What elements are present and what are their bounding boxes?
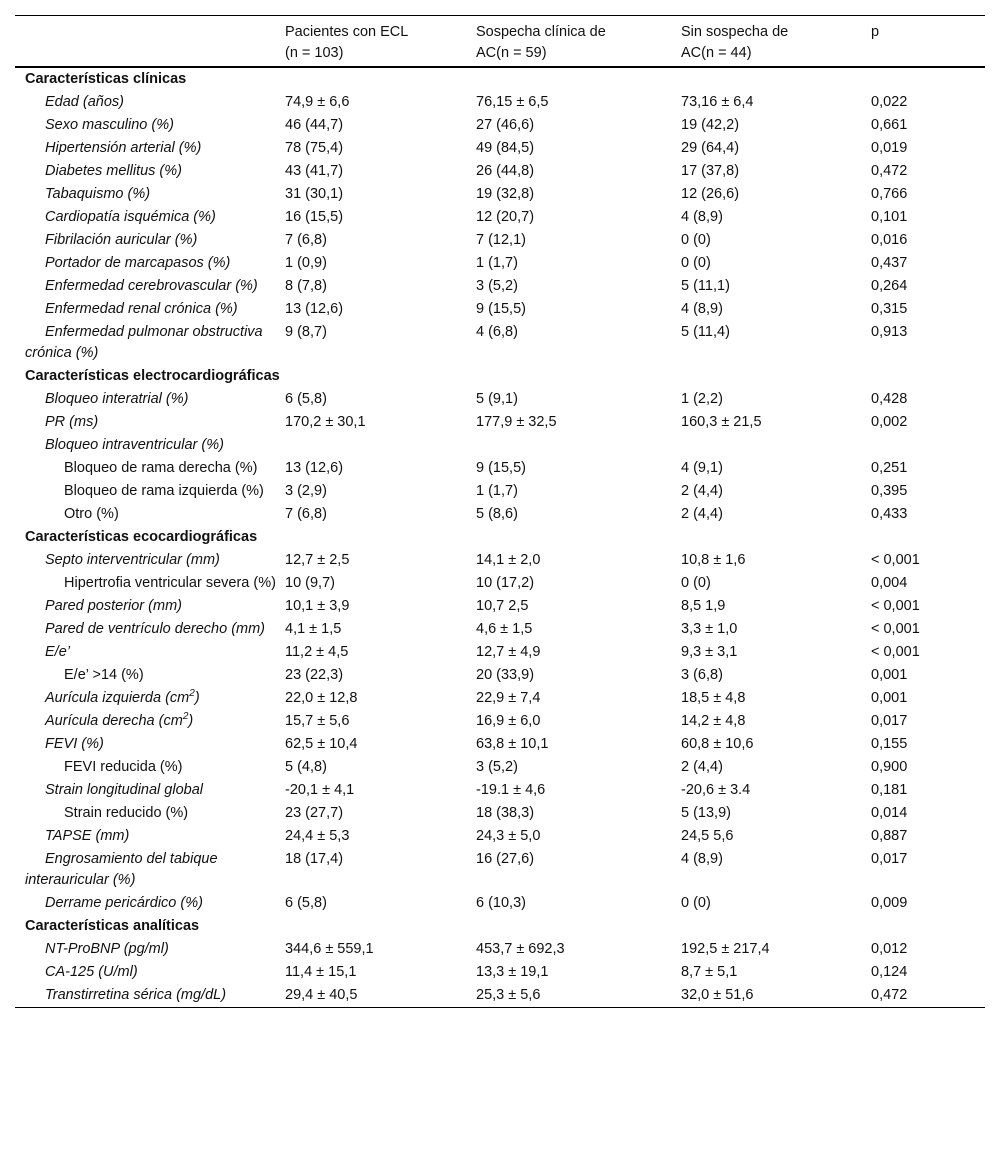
header-text: Pacientes con ECL (n = 103) xyxy=(285,24,409,61)
table-row xyxy=(15,252,985,275)
row-label xyxy=(15,114,285,137)
row-label xyxy=(15,961,285,984)
row-label xyxy=(15,984,285,1008)
p-value-cell: 0,016 xyxy=(871,232,908,248)
value-cell: 12,7 ± 2,5 xyxy=(285,552,350,568)
table-row xyxy=(15,91,985,114)
value-cell: 5 (11,1) xyxy=(681,278,730,294)
row-label-text: Portador de marcapasos (%) xyxy=(45,255,231,271)
row-label xyxy=(15,503,285,526)
row-label-text: E/e’ >14 (%) xyxy=(64,667,144,683)
value-cell: 7 (6,8) xyxy=(285,232,327,248)
value-cell: 10 (9,7) xyxy=(285,575,335,591)
row-label xyxy=(15,710,285,733)
p-value-cell: 0,009 xyxy=(871,895,908,911)
row-label-text: Otro (%) xyxy=(64,506,119,522)
value-cell: 13,3 ± 19,1 xyxy=(476,964,549,980)
row-label-text: Bloqueo intraventricular (%) xyxy=(45,437,224,453)
section-header-row xyxy=(15,67,985,91)
value-cell: 3 (2,9) xyxy=(285,483,327,499)
value-cell: 24,4 ± 5,3 xyxy=(285,828,350,844)
value-cell: 11,2 ± 4,5 xyxy=(285,644,349,660)
p-value-cell: 0,124 xyxy=(871,964,908,980)
row-label-text: Aurícula derecha $(cm^2)$ xyxy=(45,711,194,729)
value-cell: 26 (44,8) xyxy=(476,163,535,179)
section-header-row xyxy=(15,526,985,549)
p-value-cell: 0,019 xyxy=(871,140,908,156)
p-value-cell: 0,012 xyxy=(871,941,908,957)
p-value-cell: 0,433 xyxy=(871,506,908,522)
p-value-cell: 0,004 xyxy=(871,575,908,591)
table-row xyxy=(15,756,985,779)
value-cell: 29 (64,4) xyxy=(681,140,740,156)
row-label xyxy=(15,572,285,595)
value-cell: 43 (41,7) xyxy=(285,163,344,179)
table-row xyxy=(15,892,985,915)
table-row xyxy=(15,687,985,710)
row-label-text: Enfermedad pulmonar obstructiva crónica (%) xyxy=(25,324,263,361)
value-cell: 6 (5,8) xyxy=(285,895,327,911)
row-label xyxy=(15,298,285,321)
table-row xyxy=(15,114,985,137)
section-title: Características clínicas xyxy=(25,71,187,87)
p-value-cell: 0,766 xyxy=(871,186,908,202)
value-cell: 2 (4,4) xyxy=(681,759,723,775)
row-label-text: Aurícula izquierda $(cm^2)$ xyxy=(45,688,200,706)
section-title: Características electrocardiográficas xyxy=(25,368,280,384)
row-label-text: Pared posterior (mm) xyxy=(45,598,182,614)
row-label xyxy=(15,160,285,183)
p-value-cell: 0,472 xyxy=(871,163,908,179)
table-row xyxy=(15,984,985,1008)
value-cell: 7 (12,1) xyxy=(476,232,526,248)
value-cell: 14,2 ± 4,8 xyxy=(681,713,746,729)
value-cell: 78 (75,4) xyxy=(285,140,344,156)
value-cell: 5 (13,9) xyxy=(681,805,731,821)
row-label xyxy=(15,618,285,641)
row-label xyxy=(15,434,285,457)
table-row xyxy=(15,183,985,206)
table-row xyxy=(15,229,985,252)
value-cell: 7 (6,8) xyxy=(285,506,327,522)
row-label xyxy=(15,687,285,710)
row-label-text: FEVI reducida (%) xyxy=(64,759,183,775)
p-value-cell: 0,017 xyxy=(871,713,908,729)
value-cell: 177,9 ± 32,5 xyxy=(476,414,557,430)
value-cell: 10 (17,2) xyxy=(476,575,535,591)
table-row xyxy=(15,618,985,641)
value-cell: 0 (0) xyxy=(681,895,711,911)
value-cell: 16 (15,5) xyxy=(285,209,344,225)
value-cell: 192,5 ± 217,4 xyxy=(681,941,770,957)
header-cell-sin-sospecha-ac xyxy=(681,16,871,68)
row-label xyxy=(15,480,285,503)
value-cell: 20 (33,9) xyxy=(476,667,535,683)
table-body xyxy=(15,67,985,1008)
row-label-text: PR (ms) xyxy=(45,414,99,430)
row-label-text: E/e’ xyxy=(45,644,70,660)
row-label-text: Transtirretina sérica (mg/dL) xyxy=(45,987,227,1003)
value-cell: 8,7 ± 5,1 xyxy=(681,964,738,980)
table-row xyxy=(15,802,985,825)
value-cell: 4 (8,9) xyxy=(681,851,723,867)
value-cell: 8 (7,8) xyxy=(285,278,327,294)
p-value-cell: 0,472 xyxy=(871,987,908,1003)
row-label-text: Strain reducido (%) xyxy=(64,805,189,821)
value-cell: 13 (12,6) xyxy=(285,301,344,317)
row-label xyxy=(15,411,285,434)
row-label-text: Fibrilación auricular (%) xyxy=(45,232,198,248)
value-cell: 10,7 2,5 xyxy=(476,598,529,614)
value-cell: 62,5 ± 10,4 xyxy=(285,736,358,752)
p-value-cell: 0,428 xyxy=(871,391,908,407)
row-label xyxy=(15,91,285,114)
value-cell: 5 (11,4) xyxy=(681,324,730,340)
p-value-cell: 0,002 xyxy=(871,414,908,430)
header-text: Sospecha clínica de AC(n = 59) xyxy=(476,24,606,61)
row-label xyxy=(15,549,285,572)
value-cell: 10,8 ± 1,6 xyxy=(681,552,746,568)
value-cell: 1 (0,9) xyxy=(285,255,327,271)
row-label-text: Pared de ventrículo derecho (mm) xyxy=(45,621,266,637)
value-cell: 5 (4,8) xyxy=(285,759,327,775)
table-row xyxy=(15,411,985,434)
p-value-cell: 0,913 xyxy=(871,324,908,340)
table-row xyxy=(15,549,985,572)
value-cell: 3,3 ± 1,0 xyxy=(681,621,738,637)
value-cell: 3 (6,8) xyxy=(681,667,723,683)
row-label xyxy=(15,938,285,961)
value-cell: -20,1 ± 4,1 xyxy=(285,782,355,798)
table-row xyxy=(15,710,985,733)
table-row xyxy=(15,572,985,595)
value-cell: 32,0 ± 51,6 xyxy=(681,987,754,1003)
value-cell: -20,6 ± 3.4 xyxy=(681,782,751,798)
value-cell: 15,7 ± 5,6 xyxy=(285,713,350,729)
table-row xyxy=(15,160,985,183)
table-row xyxy=(15,595,985,618)
table-row xyxy=(15,434,985,457)
value-cell: 160,3 ± 21,5 xyxy=(681,414,762,430)
section-header-row xyxy=(15,915,985,938)
value-cell: 63,8 ± 10,1 xyxy=(476,736,549,752)
value-cell: 22,0 ± 12,8 xyxy=(285,690,358,706)
value-cell: 453,7 ± 692,3 xyxy=(476,941,565,957)
p-value-cell: 0,017 xyxy=(871,851,908,867)
table-row xyxy=(15,480,985,503)
row-label xyxy=(15,756,285,779)
value-cell: 9 (15,5) xyxy=(476,460,526,476)
value-cell: -19.1 ± 4,6 xyxy=(476,782,546,798)
row-label-text: Diabetes mellitus (%) xyxy=(45,163,182,179)
value-cell: 5 (9,1) xyxy=(476,391,518,407)
row-label-text: TAPSE (mm) xyxy=(45,828,130,844)
value-cell: 0 (0) xyxy=(681,575,711,591)
row-label-text: Strain longitudinal global xyxy=(45,782,203,798)
table-row xyxy=(15,641,985,664)
p-value-cell: 0,900 xyxy=(871,759,908,775)
value-cell: 5 (8,6) xyxy=(476,506,518,522)
row-label xyxy=(15,388,285,411)
value-cell: 19 (32,8) xyxy=(476,186,535,202)
p-value-cell: 0,251 xyxy=(871,460,908,476)
table-row xyxy=(15,457,985,480)
table-header xyxy=(15,16,985,68)
p-value-cell xyxy=(871,434,985,457)
value-cell: 3 (5,2) xyxy=(476,759,518,775)
value-cell: 19 (42,2) xyxy=(681,117,740,133)
value-cell: 4 (8,9) xyxy=(681,209,723,225)
row-label xyxy=(15,457,285,480)
value-cell: 12,7 ± 4,9 xyxy=(476,644,541,660)
row-label xyxy=(15,664,285,687)
row-label xyxy=(15,733,285,756)
value-cell: 23 (22,3) xyxy=(285,667,344,683)
p-value-cell: 0,437 xyxy=(871,255,908,271)
value-cell: 18 (17,4) xyxy=(285,851,344,867)
value-cell: 8,5 1,9 xyxy=(681,598,726,614)
value-cell: 18,5 ± 4,8 xyxy=(681,690,746,706)
header-row xyxy=(15,16,985,68)
value-cell: 9 (8,7) xyxy=(285,324,327,340)
row-label xyxy=(15,206,285,229)
value-cell: 49 (84,5) xyxy=(476,140,535,156)
header-cell-sospecha-ac xyxy=(476,16,681,68)
p-value-cell: < 0,001 xyxy=(871,621,920,637)
p-value-cell: 0,887 xyxy=(871,828,908,844)
table-row xyxy=(15,388,985,411)
table-row xyxy=(15,825,985,848)
value-cell: 14,1 ± 2,0 xyxy=(476,552,541,568)
value-cell: 4 (6,8) xyxy=(476,324,518,340)
value-cell: 9 (15,5) xyxy=(476,301,526,317)
table-row xyxy=(15,664,985,687)
row-label xyxy=(15,252,285,275)
p-value-cell: 0,181 xyxy=(871,782,908,798)
value-cell: 4,6 ± 1,5 xyxy=(476,621,533,637)
section-title: Características ecocardiográficas xyxy=(25,529,258,545)
table-row xyxy=(15,503,985,526)
row-label-text: Tabaquismo (%) xyxy=(45,186,151,202)
value-cell: 29,4 ± 40,5 xyxy=(285,987,358,1003)
row-label xyxy=(15,802,285,825)
p-value-cell: 0,155 xyxy=(871,736,908,752)
value-cell: 25,3 ± 5,6 xyxy=(476,987,541,1003)
value-cell: 24,5 5,6 xyxy=(681,828,734,844)
value-cell: 4,1 ± 1,5 xyxy=(285,621,342,637)
row-label xyxy=(15,183,285,206)
p-value-cell: 0,315 xyxy=(871,301,908,317)
value-cell: 76,15 ± 6,5 xyxy=(476,94,549,110)
row-label-text: FEVI (%) xyxy=(45,736,104,752)
p-value-cell: 0,001 xyxy=(871,690,908,706)
value-cell: 12 (20,7) xyxy=(476,209,535,225)
value-cell: 4 (9,1) xyxy=(681,460,723,476)
row-label-text: Enfermedad cerebrovascular (%) xyxy=(45,278,258,294)
table-row xyxy=(15,961,985,984)
table-row xyxy=(15,321,985,365)
section-title: Características analíticas xyxy=(25,918,200,934)
value-cell: 16 (27,6) xyxy=(476,851,535,867)
row-label xyxy=(15,275,285,298)
row-label-text: Derrame pericárdico (%) xyxy=(45,895,203,911)
value-cell: 10,1 ± 3,9 xyxy=(285,598,350,614)
value-cell: 18 (38,3) xyxy=(476,805,535,821)
value-cell: 73,16 ± 6,4 xyxy=(681,94,754,110)
value-cell: 0 (0) xyxy=(681,232,711,248)
row-label xyxy=(15,848,285,892)
p-value-cell: 0,101 xyxy=(871,209,908,225)
value-cell: 16,9 ± 6,0 xyxy=(476,713,541,729)
table-row xyxy=(15,298,985,321)
value-cell: 27 (46,6) xyxy=(476,117,535,133)
table-row xyxy=(15,206,985,229)
value-cell: 4 (8,9) xyxy=(681,301,723,317)
value-cell: 6 (5,8) xyxy=(285,391,327,407)
p-value-cell: 0,661 xyxy=(871,117,908,133)
row-label-text: Septo interventricular (mm) xyxy=(45,552,220,568)
value-cell: 24,3 ± 5,0 xyxy=(476,828,541,844)
value-cell: 74,9 ± 6,6 xyxy=(285,94,350,110)
row-label-text: Cardiopatía isquémica (%) xyxy=(45,209,216,225)
value-cell: 1 (1,7) xyxy=(476,255,518,271)
row-label-text: Hipertensión arterial (%) xyxy=(45,140,202,156)
row-label-text: CA-125 (U/ml) xyxy=(45,964,138,980)
row-label-text: Hipertrofia ventricular severa (%) xyxy=(64,575,276,591)
value-cell: 6 (10,3) xyxy=(476,895,526,911)
row-label-text: Engrosamiento del tabique interauricular (%) xyxy=(25,851,218,888)
row-label-text: Edad (años) xyxy=(45,94,124,110)
value-cell: 9,3 ± 3,1 xyxy=(681,644,738,660)
header-cell-pacientes-ecl xyxy=(285,16,476,68)
p-value-cell: < 0,001 xyxy=(871,552,920,568)
value-cell: 17 (37,8) xyxy=(681,163,740,179)
data-table xyxy=(15,15,985,1008)
row-label xyxy=(15,321,285,365)
table-row xyxy=(15,938,985,961)
p-value-cell: 0,022 xyxy=(871,94,908,110)
row-label xyxy=(15,641,285,664)
value-cell: 46 (44,7) xyxy=(285,117,344,133)
row-label-text: Bloqueo de rama izquierda (%) xyxy=(64,483,264,499)
section-header-row xyxy=(15,365,985,388)
row-label-text: Sexo masculino (%) xyxy=(45,117,174,133)
row-label xyxy=(15,892,285,915)
table-row xyxy=(15,275,985,298)
p-value-cell: < 0,001 xyxy=(871,644,920,660)
row-label-text: Enfermedad renal crónica (%) xyxy=(45,301,238,317)
value-cell: 31 (30,1) xyxy=(285,186,344,202)
value-cell: 2 (4,4) xyxy=(681,506,723,522)
table-row xyxy=(15,848,985,892)
value-cell: 60,8 ± 10,6 xyxy=(681,736,754,752)
row-label-text: Bloqueo de rama derecha (%) xyxy=(64,460,258,476)
p-value-cell: 0,395 xyxy=(871,483,908,499)
header-text: Sin sospecha de AC(n = 44) xyxy=(681,24,789,61)
value-cell: 1 (1,7) xyxy=(476,483,518,499)
header-cell-p: p xyxy=(871,24,880,40)
header-cell-empty xyxy=(15,16,285,68)
row-label xyxy=(15,779,285,802)
value-cell: 23 (27,7) xyxy=(285,805,344,821)
value-cell: 1 (2,2) xyxy=(681,391,723,407)
row-label xyxy=(15,137,285,160)
table-row xyxy=(15,137,985,160)
value-cell xyxy=(681,434,871,457)
p-value-cell: < 0,001 xyxy=(871,598,920,614)
table-row xyxy=(15,733,985,756)
row-label-text: NT-ProBNP (pg/ml) xyxy=(45,941,169,957)
value-cell: 2 (4,4) xyxy=(681,483,723,499)
value-cell: 344,6 ± 559,1 xyxy=(285,941,374,957)
value-cell: 13 (12,6) xyxy=(285,460,344,476)
p-value-cell: 0,001 xyxy=(871,667,908,683)
row-label-text: Bloqueo interatrial (%) xyxy=(45,391,189,407)
row-label xyxy=(15,825,285,848)
value-cell: 170,2 ± 30,1 xyxy=(285,414,366,430)
value-cell: 11,4 ± 15,1 xyxy=(285,964,357,980)
row-label xyxy=(15,229,285,252)
p-value-cell: 0,264 xyxy=(871,278,908,294)
value-cell: 0 (0) xyxy=(681,255,711,271)
value-cell: 12 (26,6) xyxy=(681,186,740,202)
row-label xyxy=(15,595,285,618)
value-cell xyxy=(476,434,681,457)
value-cell xyxy=(285,434,476,457)
value-cell: 22,9 ± 7,4 xyxy=(476,690,541,706)
p-value-cell: 0,014 xyxy=(871,805,908,821)
value-cell: 3 (5,2) xyxy=(476,278,518,294)
table-row xyxy=(15,779,985,802)
